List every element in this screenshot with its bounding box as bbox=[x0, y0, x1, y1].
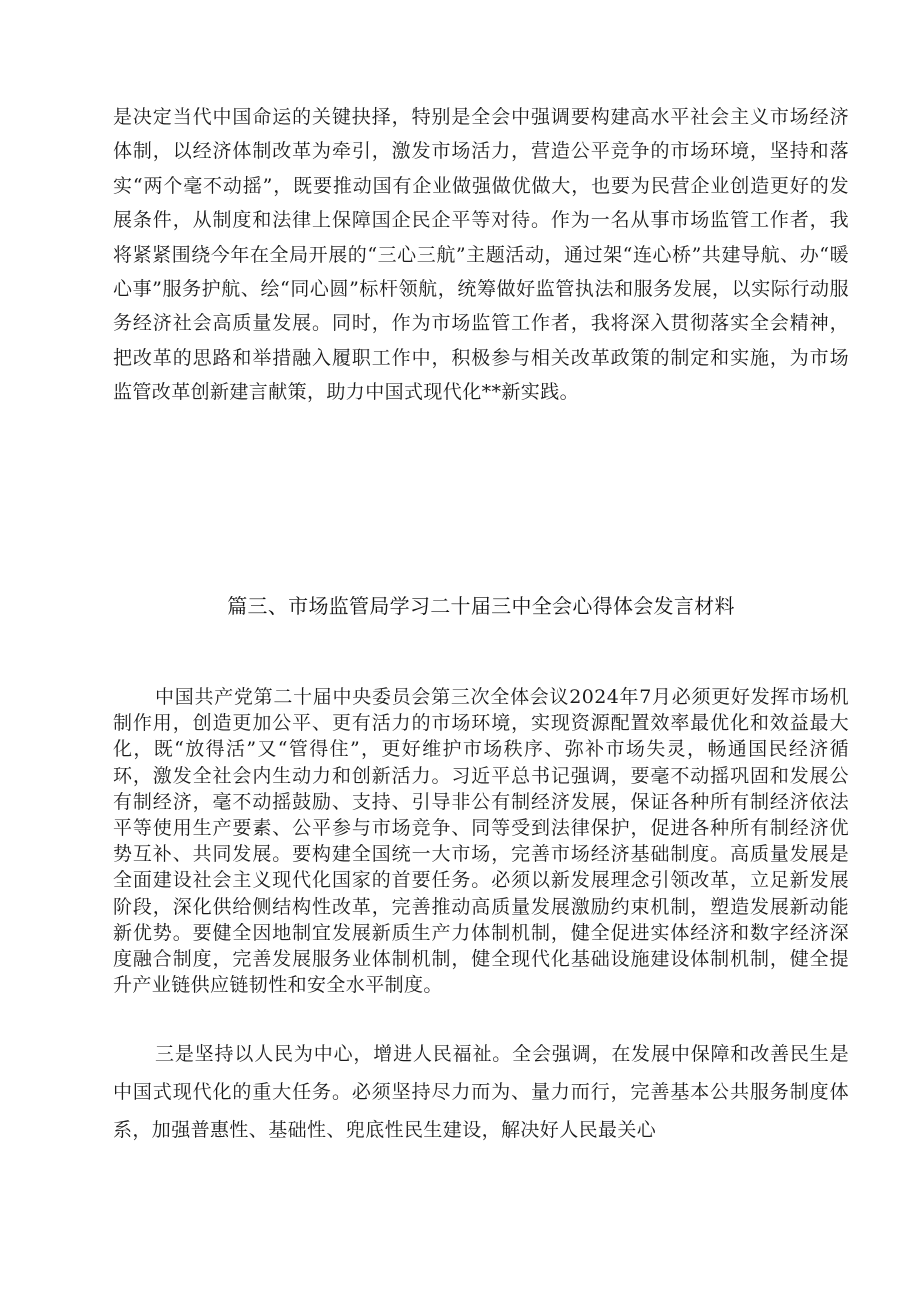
section-heading: 篇三、市场监管局学习二十届三中全会心得体会发言材料 bbox=[227, 594, 735, 618]
section-paragraph-2: 三是坚持以人民为中心，增进人民福祉。全会强调，在发展中保障和改善民生是中国式现代化的重大任务。必须坚持尽力而为、量力而行，完善基本公共服务制度体系，加强普惠性、基础性、兜底性民生建设，解决好人民最关心 bbox=[113, 1043, 849, 1141]
continued-paragraph: 是决定当代中国命运的关键抉择，特别是全会中强调要构建高水平社会主义市场经济体制，以经济体制改革为牵引，激发市场活力，营造公平竞争的市场环境，坚持和落实“两个毫不动摇”，既要推动国有企业做强做优做大，也要为民营企业创造更好的发展条件，从制度和法律上保障国企民企平等对待。作为一名从事市场监管工作者，我将紧紧围绕今年在全局开展的“三心三航”主题活动，通过架“连心桥”共建导航、办“暖心事”服务护航、绘“同心圆”标杆领航，统筹做好监管执法和服务发展，以实际行动服务经济社会高质量发展。同时，作为市场监管工作者，我将深入贯彻落实全会精神，把改革的思路和举措融入履职工作中，积极参与相关改革政策的制定和实施，为市场监管改革创新建言献策，助力中国式现代化**新实践。 bbox=[113, 106, 849, 404]
section-paragraph-1: 中国共产党第二十届中央委员会第三次全体会议2024年7月必须更好发挥市场机制作用，创造更加公平、更有活力的市场环境，实现资源配置效率最优化和效益最大化，既“放得活”又“管得住”，更好维护市场秩序、弥补市场失灵，畅通国民经济循环，激发全社会内生动力和创新活力。习近平总书记强调，要毫不动摇巩固和发展公有制经济，毫不动摇鼓励、支持、引导非公有制经济发展，保证各种所有制经济依法平等使用生产要素、公平参与市场竞争、同等受到法律保护，促进各种所有制经济优势互补、共同发展。要构建全国统一大市场，完善市场经济基础制度。高质量发展是全面建设社会主义现代化国家的首要任务。必须以新发展理念引领改革，立足新发展阶段，深化供给侧结构性改革，完善推动高质量发展激励约束机制，塑造发展新动能新优势。要健全因地制宜发展新质生产力体制机制，健全促进实体经济和数字经济深度融合制度，完善发展服务业体制机制，健全现代化基础设施建设体制机制，健全提升产业链供应链韧性和安全水平制度。 bbox=[113, 686, 849, 997]
